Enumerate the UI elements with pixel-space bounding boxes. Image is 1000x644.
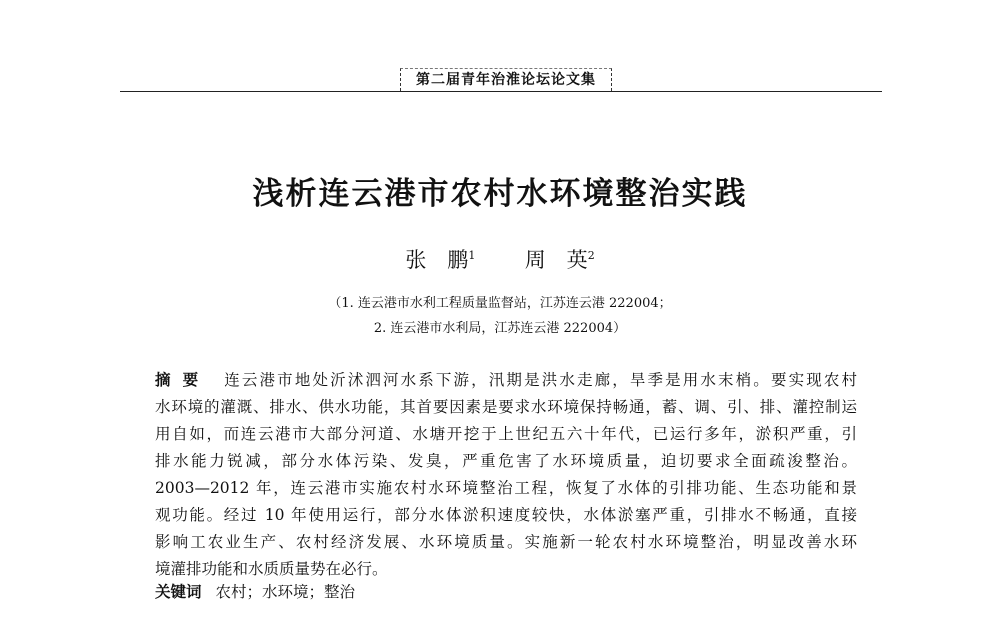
header-rule <box>120 91 882 92</box>
abstract-label: 摘要 <box>155 371 211 389</box>
abstract-line: 用自如，而连云港市大部分河道、水塘开挖于上世纪五六十年代，已运行多年，淤积严重，引 <box>155 425 857 443</box>
abstract-line: 观功能。经过 10 年使用运行，部分水体淤积速度较快，水体淤塞严重，引排水不畅通，直接 <box>155 506 857 524</box>
abstract-line: 影响工农业生产、农村经济发展、水环境质量。实施新一轮农村水环境整治，明显改善水环 <box>155 533 857 551</box>
abstract <box>155 367 857 583</box>
authors <box>0 244 1000 274</box>
affiliation: （1. 连云港市水利工程质量监督站，江苏连云港 222004； <box>328 296 672 311</box>
abstract-line: 水环境的灌溉、排水、供水功能，其首要因素是要求水环境保持畅通，蓄、调、引、排、灌控制运 <box>155 398 857 416</box>
author-name: 周 英 <box>524 248 588 272</box>
journal-header: 第二届青年治淮论坛论文集 <box>400 68 612 91</box>
abstract-line: 排水能力锐减，部分水体污染、发臭，严重危害了水环境质量，迫切要求全面疏浚整治。 <box>155 452 857 470</box>
abstract-line: 连云港市地处沂沭泗河水系下游，汛期是洪水走廊，旱季是用水末梢。要实现农村 <box>224 371 857 389</box>
keywords <box>155 580 355 602</box>
abstract-line: 境灌排功能和水质质量势在必行。 <box>155 560 388 578</box>
author-sup: 2 <box>587 249 595 262</box>
author-name: 张 鹏 <box>405 248 469 272</box>
affiliation: 2. 连云港市水利局，江苏连云港 222004） <box>373 321 627 336</box>
abstract-line: 2003—2012 年，连云港市实施农村水环境整治工程，恢复了水体的引排功能、生态功能和景 <box>155 479 857 497</box>
keywords-text: 农村；水环境；整治 <box>215 583 356 601</box>
paper-title: 浅析连云港市农村水环境整治实践 <box>252 176 748 212</box>
keywords-label: 关键词 <box>155 583 202 601</box>
author-sup: 1 <box>468 249 476 262</box>
